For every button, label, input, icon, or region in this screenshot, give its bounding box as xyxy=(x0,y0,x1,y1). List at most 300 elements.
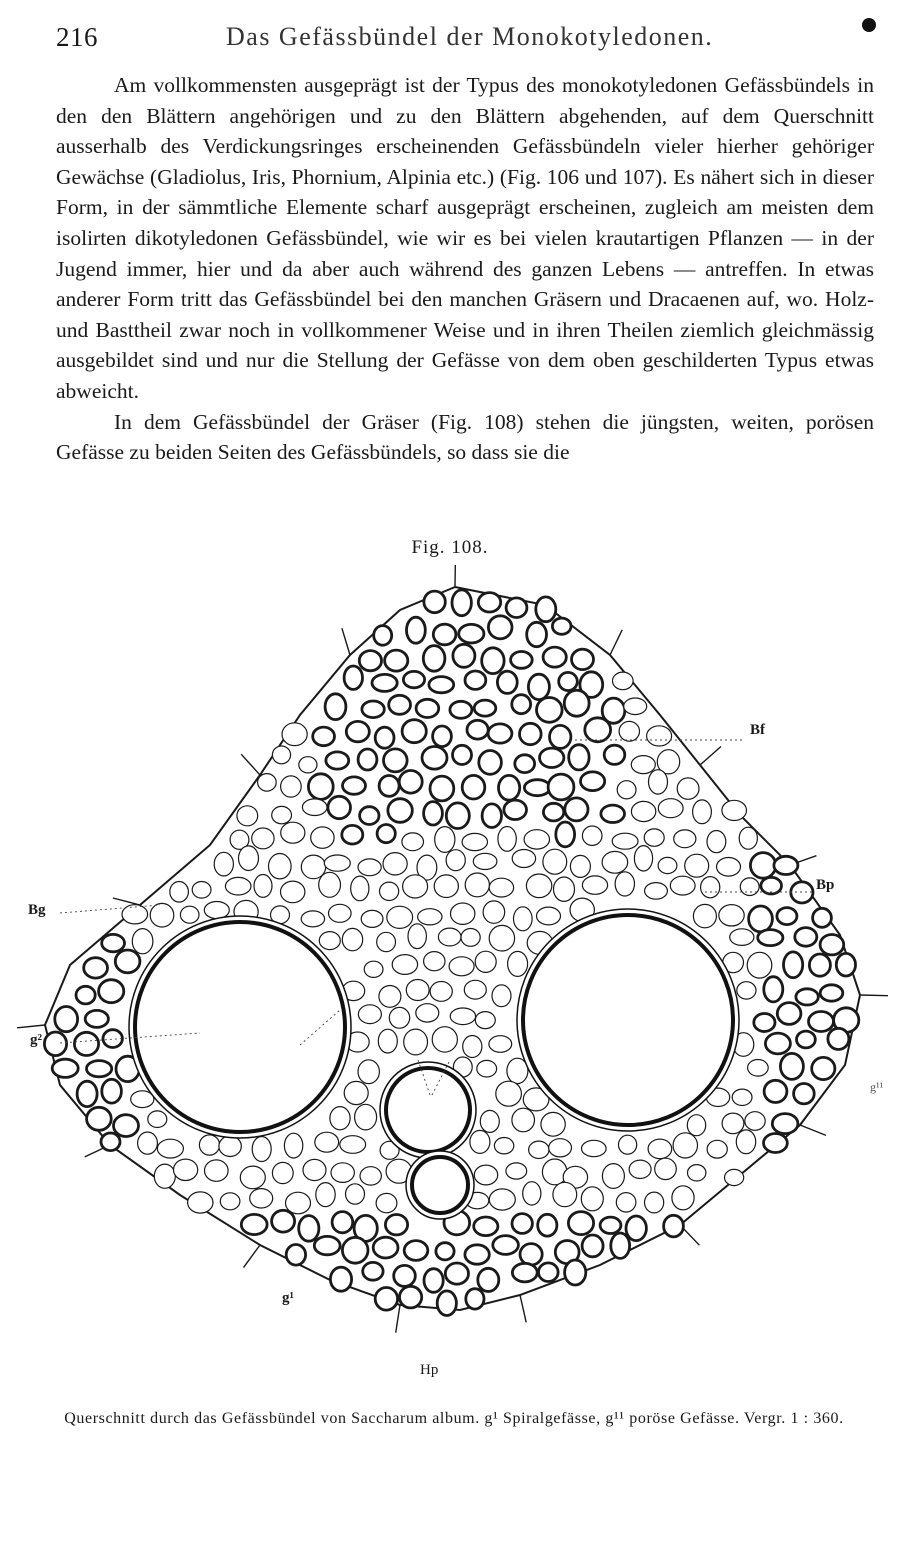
tissue-cell xyxy=(424,952,445,971)
tissue-cell xyxy=(619,1135,637,1154)
label-bp: Bp xyxy=(816,877,835,893)
tissue-cell xyxy=(387,906,413,928)
tissue-cell xyxy=(701,877,720,898)
tissue-cell xyxy=(346,721,369,741)
tissue-cell xyxy=(424,1269,443,1293)
tissue-cell xyxy=(489,1036,512,1053)
tissue-cell xyxy=(809,954,830,976)
tissue-cell xyxy=(272,1162,293,1183)
tissue-cell xyxy=(188,1192,213,1213)
tissue-cell xyxy=(634,846,652,871)
tissue-cell xyxy=(85,1010,108,1027)
tissue-cell xyxy=(629,1160,651,1178)
tissue-cell xyxy=(324,855,350,871)
tissue-cell xyxy=(736,1130,755,1154)
tissue-cell xyxy=(450,1008,475,1025)
tissue-cell xyxy=(192,882,211,899)
tissue-cell xyxy=(520,1244,542,1265)
tissue-cell xyxy=(459,624,484,643)
tissue-cell xyxy=(342,825,363,844)
tissue-cell xyxy=(315,1132,339,1152)
tissue-cell xyxy=(604,745,625,764)
tissue-cell xyxy=(84,958,108,978)
radiating-strand xyxy=(244,1245,261,1268)
radiating-strand xyxy=(342,628,350,655)
tissue-cell xyxy=(282,723,307,746)
tissue-cell xyxy=(360,1167,381,1185)
radiating-strand xyxy=(17,1025,45,1028)
tissue-cell xyxy=(581,1187,603,1211)
tissue-cell xyxy=(314,1236,340,1254)
page-number: 216 xyxy=(56,22,98,52)
small-vessel-lower xyxy=(412,1157,468,1213)
tissue-cell xyxy=(87,1061,112,1077)
tissue-cell xyxy=(520,723,542,744)
tissue-cell xyxy=(44,1032,66,1056)
figure-caption: Querschnitt durch das Gefässbündel von Saccharum album. g¹ Spiralgefässe, g¹¹ poröse Gefässe. Vergr. 1 : 360. xyxy=(64,1410,844,1427)
tissue-cell xyxy=(809,1012,834,1032)
tissue-cell xyxy=(377,932,396,951)
tissue-cell xyxy=(400,1286,422,1308)
tissue-cell xyxy=(74,1032,98,1055)
tissue-cell xyxy=(758,930,783,946)
tissue-cell xyxy=(416,1004,439,1022)
tissue-cell xyxy=(319,872,341,897)
tissue-cell xyxy=(582,876,607,894)
tissue-cell xyxy=(375,1288,397,1311)
tissue-cell xyxy=(470,1130,490,1153)
label-g2-right: g¹¹ xyxy=(870,1080,884,1094)
tissue-cell xyxy=(677,778,699,799)
tissue-cell xyxy=(730,929,754,946)
tissue-cell xyxy=(556,822,575,847)
tissue-cell xyxy=(478,1268,499,1291)
tissue-cell xyxy=(344,666,362,689)
tissue-cell xyxy=(494,1138,513,1154)
tissue-cell xyxy=(549,1139,572,1157)
tissue-cell xyxy=(115,950,140,973)
tissue-cell xyxy=(375,727,394,748)
tissue-cell xyxy=(389,1007,409,1028)
tissue-cell xyxy=(506,598,527,618)
tissue-cell xyxy=(480,1110,499,1132)
tissue-cell xyxy=(330,1107,350,1130)
tissue-cell xyxy=(764,977,783,1002)
tissue-cell xyxy=(464,980,486,999)
radiating-strand xyxy=(610,630,622,655)
tissue-cell xyxy=(329,904,352,922)
tissue-cell xyxy=(664,1215,684,1237)
tissue-cell xyxy=(449,957,474,976)
tissue-cell xyxy=(828,1028,849,1049)
tissue-cell xyxy=(132,929,153,954)
tissue-cell xyxy=(313,727,335,746)
tissue-cell xyxy=(438,928,461,946)
tissue-cell xyxy=(377,825,395,843)
tissue-cell xyxy=(550,725,571,748)
tissue-cell xyxy=(328,796,351,818)
tissue-cell xyxy=(435,827,455,853)
tissue-cell xyxy=(565,1260,586,1285)
tissue-cell xyxy=(498,827,516,852)
tissue-cell xyxy=(475,951,496,972)
radiating-strand xyxy=(800,1125,826,1135)
tissue-cell xyxy=(796,989,818,1005)
tissue-cell xyxy=(611,1233,630,1258)
tissue-cell xyxy=(537,907,561,925)
tissue-cell xyxy=(764,1080,787,1102)
tissue-cell xyxy=(570,855,590,877)
tissue-cell xyxy=(422,747,447,770)
tissue-cell xyxy=(543,647,566,667)
tissue-cell xyxy=(154,1164,175,1188)
tissue-cell xyxy=(474,1165,497,1185)
label-bf: Bf xyxy=(750,722,765,738)
tissue-cell xyxy=(739,827,757,849)
tissue-cell xyxy=(379,776,399,797)
tissue-cell xyxy=(777,1003,801,1025)
tissue-cell xyxy=(452,590,471,616)
tissue-cell xyxy=(836,953,855,976)
tissue-cell xyxy=(631,756,655,774)
label-hp: Hp xyxy=(420,1362,439,1378)
tissue-cell xyxy=(103,1030,122,1048)
tissue-cell xyxy=(813,908,832,927)
tissue-cell xyxy=(512,1108,535,1132)
radiating-strand xyxy=(700,747,721,766)
tissue-cell xyxy=(418,909,442,925)
tissue-cell xyxy=(281,881,305,903)
tissue-cell xyxy=(254,875,272,898)
tissue-cell xyxy=(538,1214,557,1236)
tissue-cell xyxy=(404,1241,428,1261)
tissue-cell xyxy=(602,1164,624,1189)
tissue-cell xyxy=(299,1216,319,1242)
tissue-cell xyxy=(361,910,383,927)
tissue-cell xyxy=(424,802,443,825)
tissue-cell xyxy=(725,1169,744,1185)
tissue-cell xyxy=(581,772,605,791)
tissue-cell xyxy=(524,830,549,849)
tissue-cell xyxy=(749,906,773,932)
tissue-cell xyxy=(376,1193,397,1212)
tissue-cell xyxy=(342,928,362,950)
tissue-cell xyxy=(241,1214,267,1234)
tissue-cell xyxy=(512,695,531,714)
tissue-cell xyxy=(326,752,349,769)
tissue-cell xyxy=(392,955,417,975)
tissue-cell xyxy=(389,695,411,714)
tissue-cell xyxy=(747,952,772,978)
tissue-cell xyxy=(466,1289,484,1309)
tissue-cell xyxy=(602,851,628,873)
tissue-cell xyxy=(102,1079,122,1103)
tissue-cell xyxy=(308,774,333,800)
tissue-cell xyxy=(722,1113,744,1134)
tissue-cell xyxy=(750,853,775,879)
tissue-cell xyxy=(649,770,668,794)
tissue-cell xyxy=(463,1036,482,1058)
tissue-cell xyxy=(565,798,588,821)
tissue-cell xyxy=(615,872,634,896)
tissue-cell xyxy=(497,671,517,693)
tissue-cell xyxy=(673,1133,697,1158)
tissue-cell xyxy=(77,1081,97,1106)
tissue-cell xyxy=(812,1057,835,1079)
tissue-cell xyxy=(101,1133,120,1151)
tissue-cell xyxy=(645,883,668,900)
tissue-cell xyxy=(225,877,251,895)
tissue-cell xyxy=(540,748,564,767)
tissue-cell xyxy=(488,616,512,639)
tissue-cell xyxy=(453,644,475,667)
tissue-cell xyxy=(631,801,655,821)
small-vessel-center xyxy=(386,1068,470,1152)
tissue-cell xyxy=(569,745,589,770)
tissue-cell xyxy=(445,1263,468,1284)
tissue-cell xyxy=(346,1184,365,1204)
radiating-strand xyxy=(396,1305,400,1333)
tissue-cell xyxy=(380,882,399,900)
vascular-bundle-illustration xyxy=(0,565,900,1400)
tissue-cell xyxy=(331,1163,354,1183)
tissue-cell xyxy=(404,1029,428,1055)
tissue-cell xyxy=(496,1081,522,1106)
tissue-cell xyxy=(478,593,500,612)
tissue-cell xyxy=(272,1210,295,1232)
tissue-cell xyxy=(394,1265,416,1286)
tissue-cell xyxy=(302,799,327,816)
tissue-cell xyxy=(554,877,575,901)
tissue-cell xyxy=(465,671,486,689)
tissue-cell xyxy=(311,827,334,848)
tissue-cell xyxy=(765,1033,790,1054)
tissue-cell xyxy=(707,831,726,853)
tissue-cell xyxy=(619,721,639,741)
tissue-cell xyxy=(436,1243,454,1260)
tissue-cell xyxy=(76,986,95,1004)
tissue-cell xyxy=(180,906,199,923)
tissue-cell xyxy=(399,771,422,794)
tissue-cell xyxy=(764,1134,788,1153)
tissue-cell xyxy=(358,749,377,770)
tissue-cell xyxy=(511,652,533,669)
tissue-cell xyxy=(461,929,480,947)
tissue-cell xyxy=(252,1137,271,1162)
tissue-cell xyxy=(363,1262,383,1280)
tissue-cell xyxy=(688,1165,706,1181)
tissue-cell xyxy=(52,1059,78,1077)
tissue-cell xyxy=(240,1166,265,1189)
tissue-cell xyxy=(385,1215,407,1235)
tissue-cell xyxy=(512,1263,537,1282)
tissue-cell xyxy=(674,830,696,848)
tissue-cell xyxy=(214,852,233,876)
tissue-cell xyxy=(527,622,547,646)
tissue-cell xyxy=(272,746,290,764)
tissue-cell xyxy=(670,876,695,895)
tissue-cell xyxy=(780,1053,803,1079)
tissue-cell xyxy=(658,799,683,818)
tissue-cell xyxy=(423,646,445,672)
tissue-cell xyxy=(406,980,429,1001)
label-g1: g¹ xyxy=(282,1290,294,1306)
tissue-cell xyxy=(479,751,502,775)
page-header xyxy=(56,22,876,56)
tissue-cell xyxy=(199,1135,219,1155)
tissue-cell xyxy=(451,903,475,924)
tissue-cell xyxy=(332,1212,353,1233)
tissue-cell xyxy=(465,1245,489,1264)
tissue-cell xyxy=(543,849,567,874)
radiating-strand xyxy=(520,1295,526,1322)
tissue-cell xyxy=(403,671,424,687)
tissue-cell xyxy=(437,1291,456,1316)
tissue-cell xyxy=(114,1115,139,1137)
tissue-cell xyxy=(624,698,647,715)
tissue-cell xyxy=(797,1031,816,1048)
tissue-cell xyxy=(820,985,843,1001)
tissue-cell xyxy=(402,720,426,743)
tissue-cell xyxy=(303,1159,326,1180)
tissue-cell xyxy=(237,806,258,826)
tissue-cell xyxy=(512,850,535,868)
large-vessel-left xyxy=(135,922,345,1132)
tissue-cell xyxy=(407,617,426,643)
tissue-cell xyxy=(474,700,496,716)
tissue-cell xyxy=(745,1112,765,1131)
tissue-cell xyxy=(388,799,412,823)
tissue-cell xyxy=(325,694,346,720)
tissue-cell xyxy=(344,1081,368,1104)
tissue-cell xyxy=(523,1182,541,1205)
body-text xyxy=(56,70,874,468)
tissue-cell xyxy=(87,1107,112,1130)
label-bg: Bg xyxy=(28,902,46,918)
tissue-cell xyxy=(582,1235,603,1257)
figure-label: Fig. 108. xyxy=(411,537,489,558)
tissue-cell xyxy=(645,1192,664,1213)
tissue-cell xyxy=(433,726,452,747)
tissue-cell xyxy=(408,924,426,949)
tissue-cell xyxy=(453,745,472,764)
tissue-cell xyxy=(489,1189,515,1210)
tissue-cell xyxy=(99,980,124,1003)
tissue-cell xyxy=(489,925,514,951)
tissue-cell xyxy=(559,672,578,690)
tissue-cell xyxy=(219,1136,241,1157)
tissue-cell xyxy=(693,904,716,927)
tissue-cell xyxy=(383,853,407,875)
radiating-strand xyxy=(860,995,888,996)
paragraph-1: Am vollkommensten ausgeprägt ist der Typus des monokotyledonen Gefässbündels in den den Blättern angehörigen und zu den Blättern abgehenden, auf dem Querschnitt ausserhalb des Verdickungsringes erscheinenden Gefässbündeln vieler hierher gehöriger Gewächse (Gladiolus, Iris, Phornium, Alpinia etc.) (Fig. 106 und 107). Es nähert sich in dieser Form, in der sämmtliche Elemente scharf ausgeprägt erscheinen, zugleich am meisten dem isolirten dikotyledonen Gefässbündel, wie wir es bei vielen krautartigen Pflanzen — in der Jugend immer, hier und da aber auch während des ganzen Lebens — antreffen. In etwas anderer Form tritt das Gefässbündel bei den manchen Gräsern und Dracaenen auf, wo. Holz- und Basttheil zwar noch in vollkommener Weise und in ihren Theilen ziemlich gleichmässig ausgebildet sind und nur die Stellung der Gefässe von dem oben geschilderten Typus etwas abweicht. xyxy=(56,73,874,403)
tissue-cell xyxy=(301,911,324,927)
tissue-cell xyxy=(433,624,456,645)
tissue-cell xyxy=(616,1193,636,1212)
tissue-cell xyxy=(687,1115,705,1136)
tissue-cell xyxy=(220,1193,240,1210)
tissue-cell xyxy=(482,804,501,828)
tissue-cell xyxy=(613,672,634,690)
tissue-cell xyxy=(351,876,369,901)
radiating-strand xyxy=(113,898,140,905)
tissue-cell xyxy=(205,1160,229,1181)
tissue-cell xyxy=(600,1217,621,1233)
tissue-cell xyxy=(512,1214,532,1234)
tissue-cell xyxy=(553,1182,577,1206)
tissue-cell xyxy=(432,1027,457,1052)
tissue-cell xyxy=(499,775,520,800)
tissue-cell xyxy=(483,901,505,923)
tissue-cell xyxy=(467,720,488,739)
tissue-cell xyxy=(794,1084,815,1104)
tissue-cell xyxy=(430,776,454,801)
tissue-cell xyxy=(644,829,664,846)
tissue-cell xyxy=(362,701,384,718)
tissue-cell xyxy=(777,908,797,925)
tissue-cell xyxy=(252,828,274,849)
tissue-cell xyxy=(373,1237,398,1258)
running-title: Das Gefässbündel der Monokotyledonen. xyxy=(226,22,714,51)
tissue-cell xyxy=(379,986,401,1008)
tissue-cell xyxy=(552,618,571,634)
tissue-cell xyxy=(748,1060,769,1077)
tissue-cell xyxy=(795,928,817,947)
tissue-cell xyxy=(102,934,125,951)
tissue-cell xyxy=(462,833,487,850)
tissue-cell xyxy=(475,1012,495,1029)
label-g2: g² xyxy=(30,1032,42,1048)
paragraph-2: In dem Gefässbündel der Gräser (Fig. 108) stehen die jüngsten, weiten, porösen Gefässe zu beiden Seiten des Gefässbündels, so dass sie die xyxy=(56,409,874,465)
tissue-cell xyxy=(761,877,782,894)
tissue-cell xyxy=(515,755,535,773)
tissue-cell xyxy=(174,1159,198,1180)
tissue-cell xyxy=(465,873,489,897)
tissue-cell xyxy=(150,903,174,927)
tissue-cell xyxy=(707,1140,727,1158)
tissue-cell xyxy=(355,1104,377,1130)
tissue-cell xyxy=(148,1111,167,1128)
tissue-cell xyxy=(462,775,485,799)
tissue-cell xyxy=(55,1007,78,1032)
tissue-cell xyxy=(626,1216,646,1241)
tissue-cell xyxy=(378,1029,397,1053)
tissue-cell xyxy=(340,1136,366,1154)
tissue-cell xyxy=(541,1112,565,1136)
tissue-cell xyxy=(537,698,563,723)
tissue-cell xyxy=(585,718,611,742)
tissue-cell xyxy=(740,878,759,896)
tissue-cell xyxy=(477,1060,497,1077)
tissue-cell xyxy=(617,781,636,799)
tissue-cell xyxy=(506,1163,527,1179)
tissue-cell xyxy=(543,803,563,821)
tissue-cell xyxy=(774,856,798,874)
tissue-cell xyxy=(582,1140,607,1156)
tissue-cell xyxy=(269,854,292,879)
tissue-cell xyxy=(446,803,469,829)
tissue-cell xyxy=(384,749,408,772)
ink-dot-mark xyxy=(862,18,876,32)
tissue-cell xyxy=(722,800,747,820)
tissue-cell xyxy=(343,777,366,794)
tissue-cell xyxy=(385,650,408,671)
tissue-cell xyxy=(281,822,305,843)
tissue-cell xyxy=(504,800,527,819)
tissue-cell xyxy=(299,757,317,773)
tissue-cell xyxy=(655,1158,677,1179)
tissue-cell xyxy=(358,859,381,876)
